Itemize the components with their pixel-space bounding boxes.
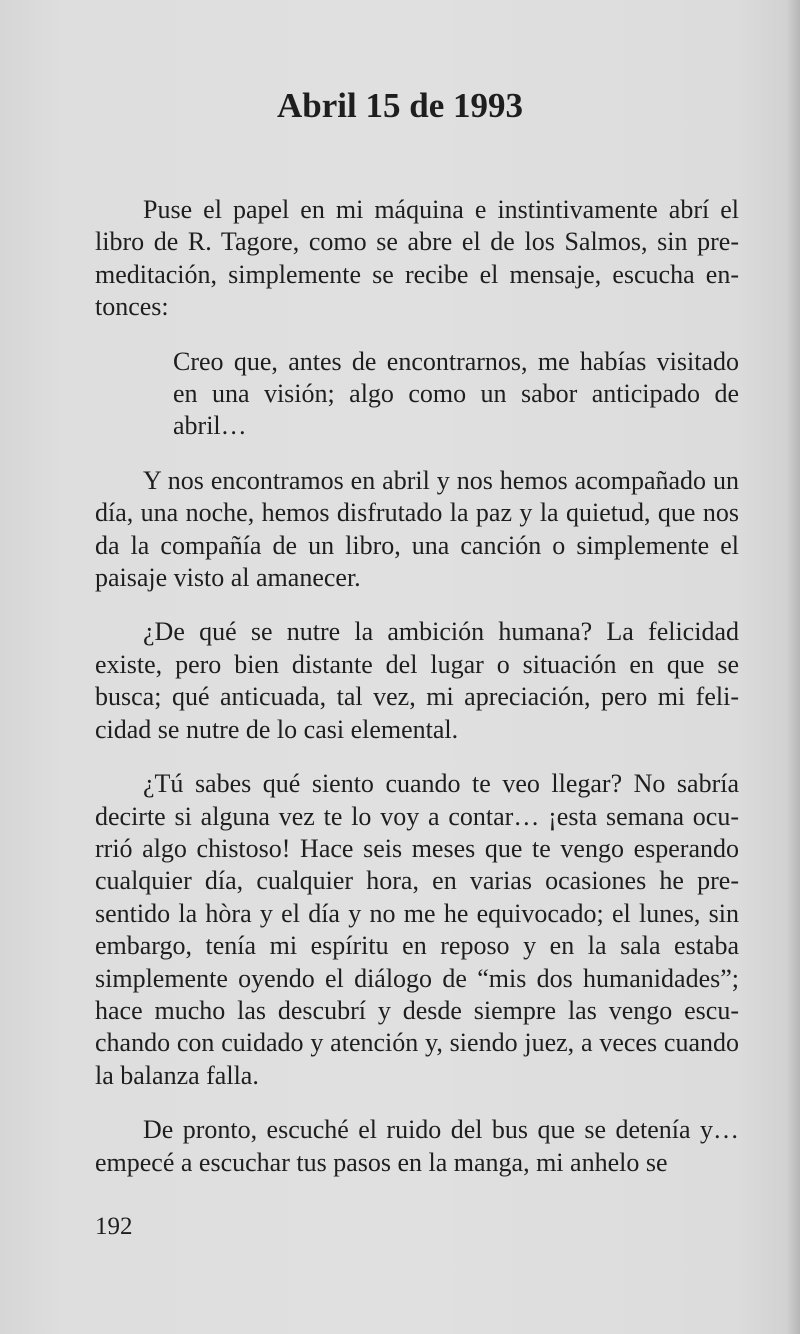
paragraph-bus: De pronto, escuché el ruido del bus que se detenía y… empecé a escuchar tus pasos en la manga, mi anhelo se bbox=[95, 1115, 739, 1177]
block-quote: Creo que, antes de encontrarnos, me habías visitado en una visión; algo como un sabor anticipado de abril… bbox=[173, 346, 739, 441]
paragraph-arrival: ¿Tú sabes qué siento cuando te veo llegar? No sabría decirte si alguna vez te lo voy a contar… ¡esta semana ocurrió algo chistoso! Hace seis meses que te vengo esperando cualquier día, cualquier hora, en varias ocasiones he presentido la hòra y el día y no me he equivocado; el lunes, sin embargo, tenía mi espíritu en reposo y en la sala estaba simplemente oyendo el diálogo de “mis dos humanidades”; hace mucho las descubrí y desde siempre las vengo escuchando con cuidado y atención y, siendo juez, a veces cuando la balanza falla. bbox=[95, 769, 739, 1090]
paragraph-april: Y nos encontramos en abril y nos hemos acompañado un día, una noche, hemos disfrutado la paz y la quietud, que nos da la compañía de un libro, una canción o simplemente el paisaje visto al amanecer. bbox=[95, 465, 739, 593]
page-edge-shadow bbox=[786, 0, 800, 1334]
page-body bbox=[95, 194, 739, 1201]
paragraph-ambition: ¿De qué se nutre la ambición humana? La felicidad existe, pero bien distante del lugar o situación en que se busca; qué anticuada, tal vez, mi apreciación, pero mi felicidad se nutre de lo casi elemental. bbox=[95, 617, 739, 744]
chapter-title: Abril 15 de 1993 bbox=[277, 86, 523, 125]
paragraph-intro: Puse el papel en mi máquina e instintivamente abrí el libro de R. Tagore, como se abre el de los Salmos, sin premeditación, simplemente se recibe el mensaje, escucha entonces: bbox=[95, 195, 739, 322]
page-number: 192 bbox=[95, 1213, 133, 1240]
